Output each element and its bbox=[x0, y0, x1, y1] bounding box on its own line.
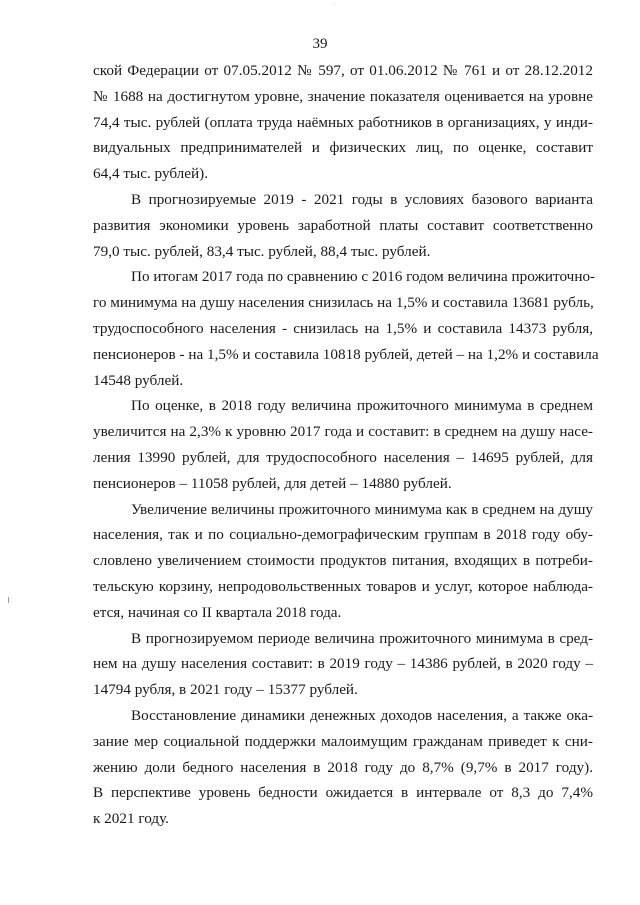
text-line: населения, так и по социально-демографическим группам в 2018 году обу- bbox=[93, 526, 593, 544]
text-line: го минимума на душу населения снизилась на 1,5% и составила 13681 рубль, bbox=[93, 294, 594, 312]
text-line: нем на душу населения составит: в 2019 году – 14386 рублей, в 2020 году – bbox=[93, 655, 593, 673]
text-line: По оценке, в 2018 году величина прожиточного минимума в среднем bbox=[131, 397, 593, 415]
text-line: ской Федерации от 07.05.2012 № 597, от 01.06.2012 № 761 и от 28.12.2012 bbox=[93, 62, 593, 79]
text-line: Восстановление динамики денежных доходов населения, а также ока- bbox=[131, 706, 593, 724]
scan-speck bbox=[334, 4, 335, 5]
text-line: В перспективе уровень бедности ожидается в интервале от 8,3 до 7,4% bbox=[93, 784, 593, 802]
paragraph bbox=[93, 187, 593, 264]
paragraph bbox=[93, 264, 599, 393]
text-line: пенсионеров - на 1,5% и составила 10818 рублей, детей – на 1,2% и составила bbox=[93, 345, 599, 363]
text-line: В прогнозируемом периоде величина прожиточного минимума в сред- bbox=[131, 629, 593, 647]
text-line: словлено увеличением стоимости продуктов питания, входящих в потреби- bbox=[93, 552, 593, 570]
margin-mark bbox=[8, 597, 9, 603]
text-line: По итогам 2017 года по сравнению с 2016 годом величина прожиточно- bbox=[131, 268, 596, 286]
text-line: трудоспособного населения - снизилась на 1,5% и составила 14373 рубля, bbox=[93, 319, 593, 337]
text-line: увеличится на 2,3% к уровню 2017 года и составит: в среднем на душу насе- bbox=[93, 423, 593, 441]
text-line: развития экономики уровень заработной платы составит соответственно bbox=[93, 216, 593, 234]
text-line: 14794 рубля, в 2021 году – 15377 рублей. bbox=[93, 681, 358, 699]
paragraph bbox=[93, 58, 593, 187]
text-line: В прогнозируемые 2019 - 2021 годы в условиях базового варианта bbox=[131, 190, 593, 208]
text-line: Увеличение величины прожиточного минимума как в среднем на душу bbox=[131, 500, 593, 518]
text-line: 74,4 тыс. рублей (оплата труда наёмных работников в организациях, у инди- bbox=[93, 113, 593, 131]
text-line: жению доли бедного населения в 2018 году до 8,7% (9,7% в 2017 году). bbox=[93, 758, 593, 776]
text-line: зание мер социальной поддержки малоимущим гражданам приведет к сни- bbox=[93, 732, 593, 750]
paragraph bbox=[93, 626, 593, 703]
text-line: тельскую корзину, непродовольственных товаров и услуг, которое наблюда- bbox=[93, 577, 593, 595]
text-line: 14548 рублей. bbox=[93, 371, 184, 389]
page-number: 39 bbox=[312, 36, 328, 52]
text-line: 64,4 тыс. рублей). bbox=[93, 165, 208, 183]
paragraph bbox=[93, 703, 593, 832]
text-line: ления 13990 рублей, для трудоспособного населения – 14695 рублей, для bbox=[93, 448, 593, 466]
text-line: видуальных предпринимателей и физических лиц, по оценке, составит bbox=[93, 139, 593, 157]
paragraph bbox=[93, 393, 593, 496]
text-line: к 2021 году. bbox=[93, 810, 169, 828]
document-body bbox=[93, 58, 599, 832]
text-line: 79,0 тыс. рублей, 83,4 тыс. рублей, 88,4 тыс. рублей. bbox=[93, 242, 431, 260]
text-line: № 1688 на достигнутом уровне, значение показателя оценивается на уровне bbox=[93, 87, 593, 105]
text-line: пенсионеров – 11058 рублей, для детей – 14880 рублей. bbox=[93, 474, 452, 492]
paragraph bbox=[93, 497, 593, 626]
text-line: ется, начиная со II квартала 2018 года. bbox=[93, 603, 342, 621]
